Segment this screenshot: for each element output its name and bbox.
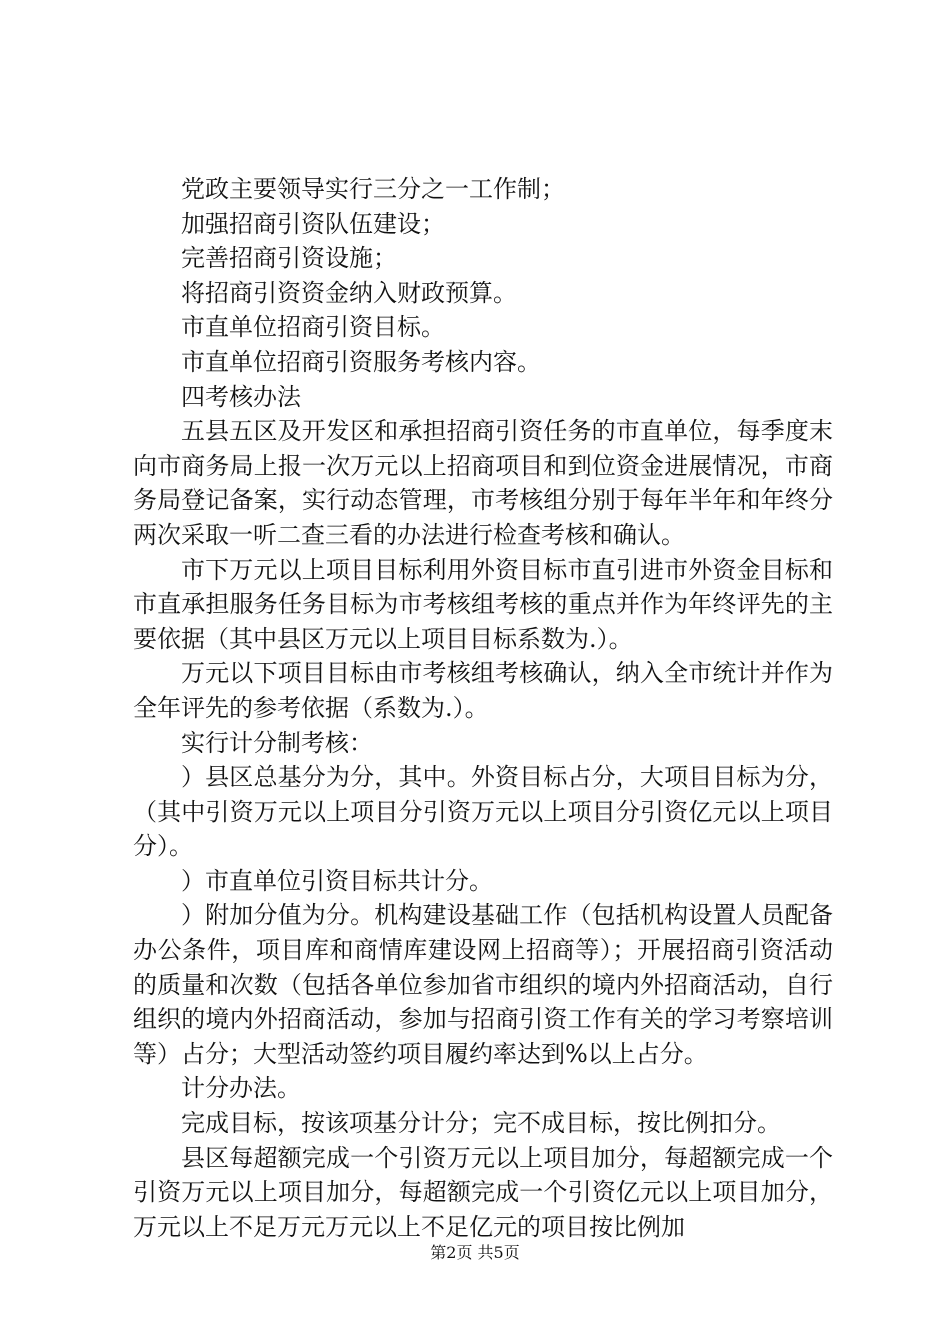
page-footer: 第2页 共5页 <box>430 1243 520 1262</box>
paragraph: 完善招商引资设施； <box>181 244 397 273</box>
paragraph: 完成目标，按该项基分计分；完不成目标，按比例扣分。 <box>181 1109 781 1138</box>
section-heading: 四考核办法 <box>181 382 301 411</box>
paragraph: 市直单位招商引资服务考核内容。 <box>181 347 541 376</box>
paragraph: 将招商引资资金纳入财政预算。 <box>181 278 517 307</box>
paragraph: 五县五区及开发区和承担招商引资任务的市直单位，每季度末向市商务局上报一次万元以上招商项目和到位资金进展情况，市商务局登记备案，实行动态管理，市考核组分别于每年半年和年终分两次采取一听二查三看的办法进行检查考核和确认。 <box>133 417 833 549</box>
paragraph: ）县区总基分为分，其中。外资目标占分，大项目目标为分，（其中引资万元以上项目分引资万元以上项目分引资亿元以上项目分）。 <box>133 763 833 861</box>
paragraph: 计分办法。 <box>181 1074 301 1103</box>
paragraph: 县区每超额完成一个引资万元以上项目加分，每超额完成一个引资万元以上项目加分，每超额完成一个引资亿元以上项目加分，万元以上不足万元万元以上不足亿元的项目按比例加 <box>133 1143 833 1241</box>
paragraph: ）附加分值为分。机构建设基础工作（包括机构设置人员配备办公条件，项目库和商情库建设网上招商等）；开展招商引资活动的质量和次数（包括各单位参加省市组织的境内外招商活动，自行组织的境内外招商活动，参加与招商引资工作有关的学习考察培训等）占分；大型活动签约项目履约率达到%以上占分。 <box>133 901 833 1068</box>
paragraph: 万元以下项目目标由市考核组考核确认，纳入全市统计并作为全年评先的参考依据（系数为.）。 <box>133 659 833 722</box>
paragraph: 党政主要领导实行三分之一工作制； <box>181 175 565 203</box>
paragraph: 加强招商引资队伍建设； <box>181 209 445 238</box>
paragraph: ）市直单位引资目标共计分。 <box>181 866 493 895</box>
paragraph: 市直单位招商引资目标。 <box>181 313 445 342</box>
paragraph: 市下万元以上项目目标利用外资目标市直引进市外资金目标和市直承担服务任务目标为市考核组考核的重点并作为年终评先的主要依据（其中县区万元以上项目目标系数为.）。 <box>133 555 833 653</box>
document-body <box>133 172 833 1244</box>
paragraph: 实行计分制考核： <box>181 728 373 757</box>
